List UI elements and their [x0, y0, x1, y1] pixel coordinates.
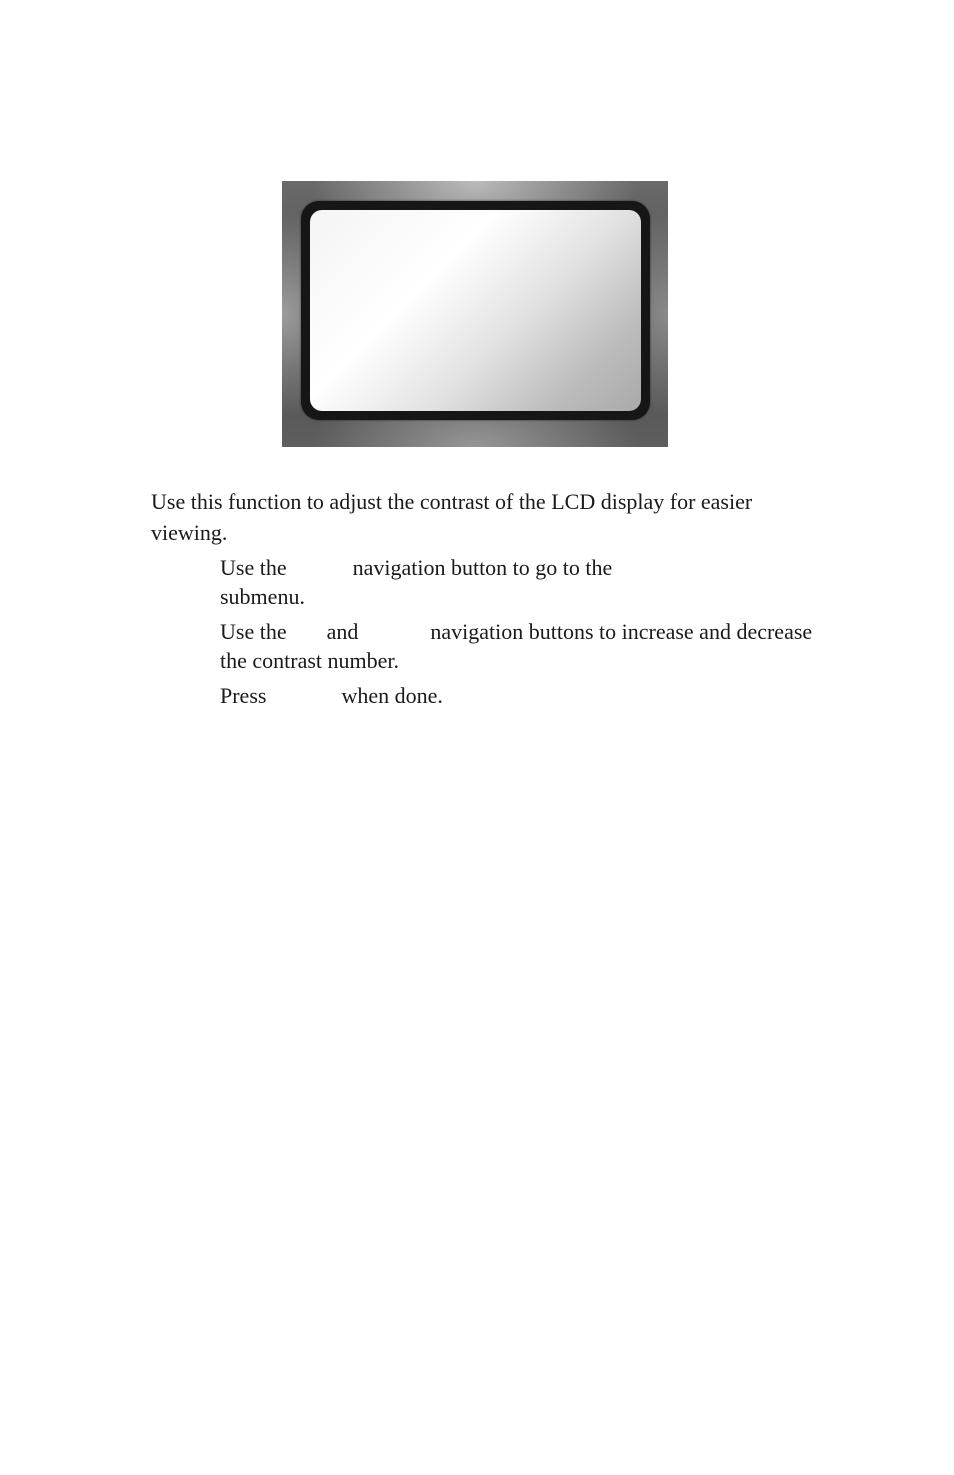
step-3-text-a: Press	[220, 683, 267, 708]
instruction-steps	[220, 553, 830, 716]
intro-paragraph: Use this function to adjust the contrast of the LCD display for easier viewing.	[151, 489, 753, 545]
step-2-text-a: Use the	[220, 619, 287, 644]
step-1	[220, 553, 830, 611]
step-1-text-b: navigation button to go to the	[352, 555, 613, 580]
step-3	[220, 681, 830, 710]
step-1-text-c: submenu.	[220, 584, 305, 609]
step-2	[220, 617, 830, 675]
step-1-text-a: Use the	[220, 555, 287, 580]
lcd-screen-illustration	[282, 181, 668, 447]
step-2-text-b: and	[326, 619, 359, 644]
lcd-screen-glass	[310, 210, 641, 411]
step-2-text-c: navigation buttons to increase and decrease the contrast number.	[220, 619, 813, 673]
step-3-text-b: when done.	[341, 683, 443, 708]
lcd-screen-frame	[301, 201, 650, 420]
